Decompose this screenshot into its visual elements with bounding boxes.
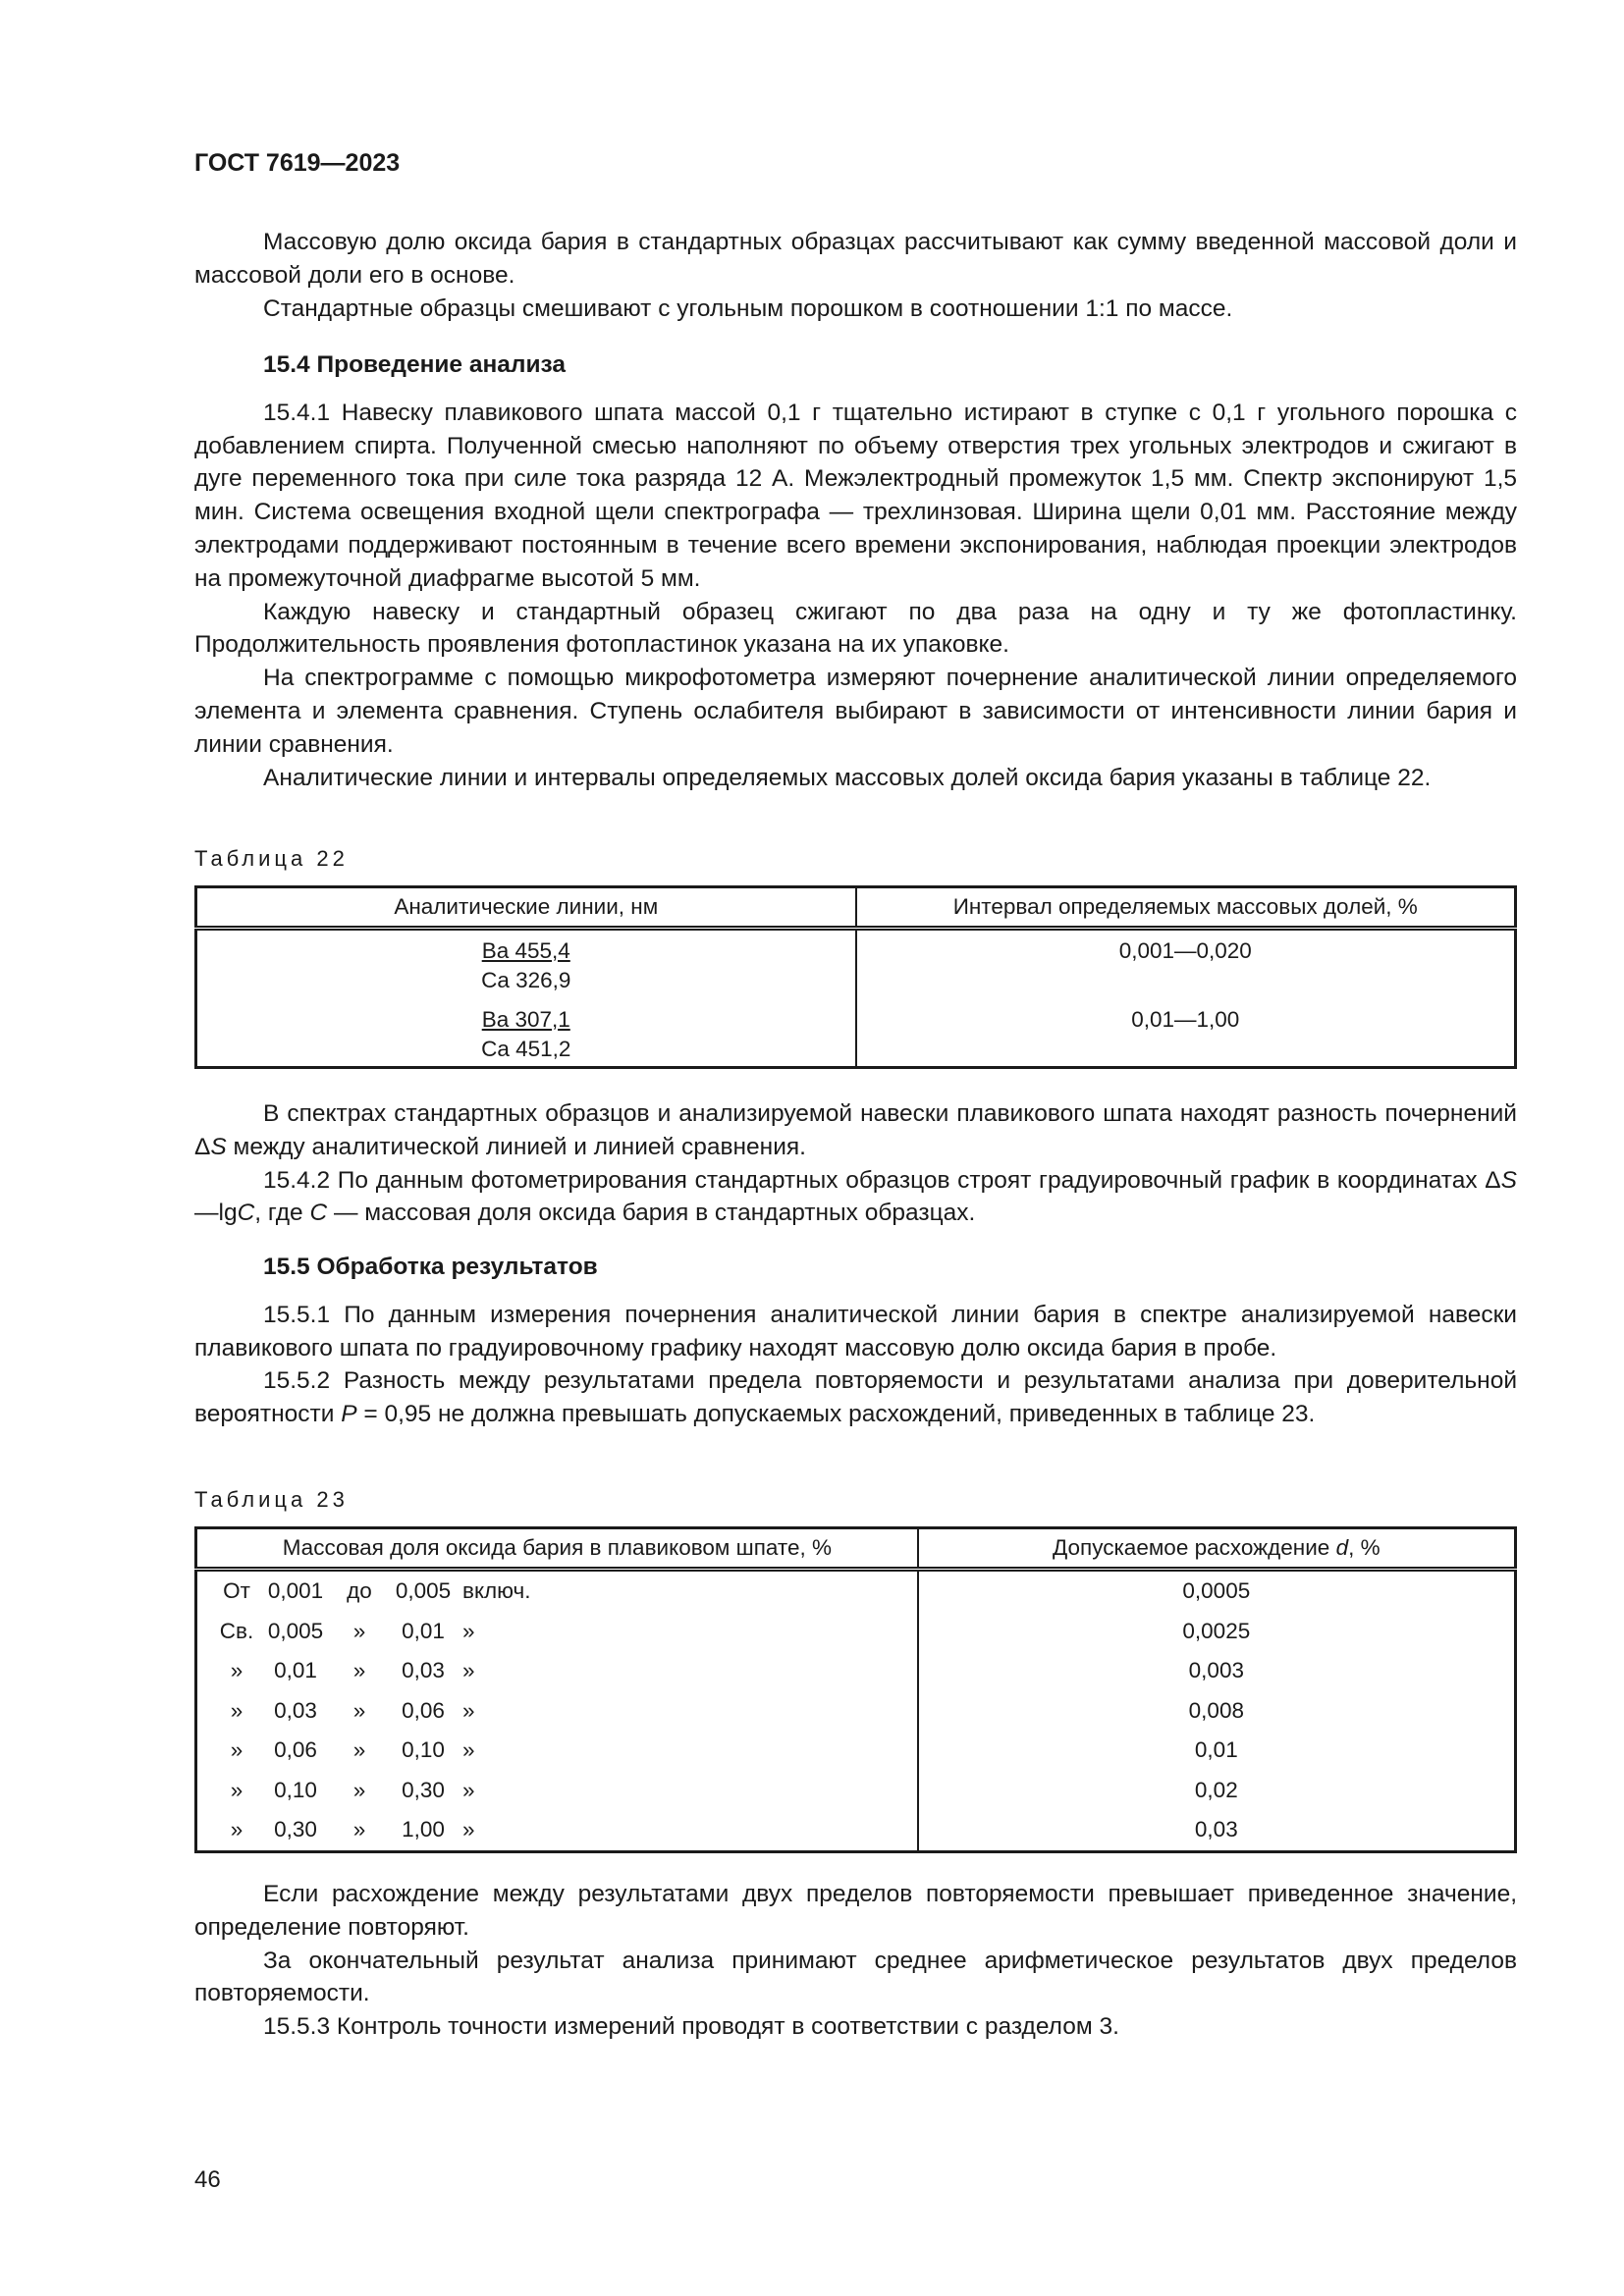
- range-part: 0,005: [267, 1618, 324, 1643]
- column-header: Аналитические линии, нм: [196, 887, 856, 929]
- tolerance-cell: 0,03: [918, 1810, 1516, 1851]
- reference-line: Ca 451,2: [481, 1037, 571, 1061]
- range-part: 0,30: [274, 1817, 317, 1842]
- column-header: Интервал определяемых массовых долей, %: [856, 887, 1516, 929]
- table-23-block: [194, 1487, 1517, 1853]
- table-row: [196, 1570, 1516, 1612]
- table-22: [194, 885, 1517, 1069]
- table-caption: Таблица 22: [194, 846, 349, 871]
- range-part: »: [462, 1777, 475, 1802]
- range-part: 0,01: [402, 1618, 445, 1643]
- paragraph: Каждую навеску и стандартный образец сжигают по два раза на одну и ту же фотопластинку. Продолжительность проявления фотопластинок указана на их упаковке.: [194, 598, 1517, 659]
- range-part: »: [230, 1697, 244, 1723]
- tolerance-cell: 0,01: [918, 1731, 1516, 1771]
- tolerance-cell: 0,0025: [918, 1612, 1516, 1652]
- range-part: 1,00: [402, 1817, 445, 1842]
- table-row: [196, 1651, 1516, 1691]
- column-header: Допускаемое расхождение d, %: [918, 1528, 1516, 1570]
- section-15-5: [194, 1251, 1517, 1431]
- range-part: »: [230, 1658, 244, 1682]
- range-part: »: [352, 1777, 366, 1802]
- range-part: Св.: [219, 1618, 254, 1643]
- table-row: [196, 995, 1516, 1068]
- range-part: 0,03: [402, 1658, 445, 1682]
- range-part: 0,03: [274, 1697, 317, 1723]
- paragraph: 15.5.2 Разность между результатами предела повторяемости и результатами анализа при доверительной вероятности P = 0,95 не должна превышать допускаемых расхождений, приведенных в таблице 23.: [194, 1367, 1517, 1428]
- paragraph: 15.5.3 Контроль точности измерений проводят в соответствии с разделом 3.: [263, 2013, 1119, 2041]
- tolerance-cell: 0,0005: [918, 1570, 1516, 1612]
- range-cell: [196, 1570, 918, 1612]
- paragraph: 15.4.2 По данным фотометрирования стандартных образцов строят градуировочный график в координатах ΔS—lgC, где C — массовая доля оксида бария в стандартных образцах.: [194, 1166, 1517, 1227]
- analytical-line: Ba 455,4: [481, 938, 570, 963]
- range-cell: [196, 1651, 918, 1691]
- range-part: »: [352, 1737, 366, 1762]
- range-part: »: [462, 1658, 475, 1682]
- section-15-4: [194, 348, 1517, 794]
- paragraph: Если расхождение между результатами двух пределов повторяемости превышает приведенное значение, определение повторяют.: [194, 1881, 1517, 1941]
- range-cell: [196, 1810, 918, 1851]
- range-part: »: [352, 1697, 366, 1723]
- range-part: 0,005: [395, 1578, 452, 1603]
- range-cell: [196, 1771, 918, 1811]
- paragraph: За окончательный результат анализа принимают среднее арифметическое результатов двух пределов повторяемости.: [194, 1947, 1517, 2007]
- section-heading: 15.5 Обработка результатов: [263, 1254, 598, 1280]
- range-part: »: [230, 1777, 244, 1802]
- table-row: [196, 1691, 1516, 1732]
- range-part: »: [230, 1817, 244, 1842]
- range-part: »: [352, 1658, 366, 1682]
- range-cell: 0,001—0,020: [856, 929, 1516, 996]
- reference-line: Ca 326,9: [481, 968, 571, 992]
- tolerance-cell: 0,02: [918, 1771, 1516, 1811]
- page-number: 46: [194, 2166, 221, 2193]
- paragraph: Аналитические линии и интервалы определяемых массовых долей оксида бария указаны в таблице 22.: [263, 764, 1432, 791]
- range-part: 0,10: [402, 1737, 445, 1762]
- table-row: [196, 1771, 1516, 1811]
- range-cell: [196, 1612, 918, 1652]
- table-row: [196, 929, 1516, 996]
- range-part: »: [462, 1817, 475, 1842]
- table-row: [196, 1810, 1516, 1851]
- section-intro: [194, 226, 1517, 325]
- document-header: ГОСТ 7619—2023: [194, 149, 401, 177]
- range-part: 0,30: [402, 1777, 445, 1802]
- range-part: От: [223, 1578, 250, 1603]
- range-part: »: [462, 1618, 475, 1643]
- range-part: 0,10: [274, 1777, 317, 1802]
- section-final: [194, 1878, 1517, 2044]
- paragraph: Массовую долю оксида бария в стандартных образцах рассчитывают как сумму введенной массовой доли и массовой доли его в основе.: [194, 229, 1517, 289]
- table-row: [196, 1612, 1516, 1652]
- paragraph: Стандартные образцы смешивают с угольным порошком в соотношении 1:1 по массе.: [263, 294, 1233, 322]
- range-part: 0,001: [267, 1578, 324, 1603]
- range-part: 0,06: [402, 1697, 445, 1723]
- column-header: Массовая доля оксида бария в плавиковом шпате, %: [196, 1528, 918, 1570]
- paragraph: В спектрах стандартных образцов и анализируемой навески плавикового шпата находят разность почернений ΔS между аналитической линией и линией сравнения.: [194, 1100, 1517, 1160]
- range-part: »: [352, 1817, 366, 1842]
- range-part: до: [347, 1578, 372, 1603]
- paragraph: 15.5.1 По данным измерения почернения аналитической линии бария в спектре анализируемой навески плавикового шпата по градуировочному графику находят массовую долю оксида бария в пробе.: [194, 1301, 1517, 1362]
- range-part: включ.: [462, 1578, 531, 1603]
- section-after-table-22: [194, 1097, 1517, 1230]
- range-part: »: [462, 1697, 475, 1723]
- range-cell: 0,01—1,00: [856, 995, 1516, 1068]
- paragraph: 15.4.1 Навеску плавикового шпата массой 0,1 г тщательно истирают в ступке с 0,1 г угольного порошка с добавлением спирта. Полученной смесью наполняют по объему отверстия трех угольных электродов и сжигают в дуге переменного тока при силе тока разряда 12 А. Межэлектродный промежуток 1,5 мм. Спектр экспонируют 1,5 мин. Система освещения входной щели спектрографа — трехлинзовая. Ширина щели 0,01 мм. Расстояние между электродами поддерживают постоянным в течение всего времени экспонирования, наблюдая проекции электродов на промежуточной диафрагме высотой 5 мм.: [194, 399, 1517, 592]
- table-23: [194, 1526, 1517, 1853]
- range-part: »: [462, 1737, 475, 1762]
- range-part: »: [352, 1618, 366, 1643]
- range-part: 0,06: [274, 1737, 317, 1762]
- range-cell: [196, 1691, 918, 1732]
- analytical-line: Ba 307,1: [481, 1007, 570, 1032]
- table-caption: Таблица 23: [194, 1487, 349, 1512]
- paragraph: На спектрограмме с помощью микрофотометра измеряют почернение аналитической линии определяемого элемента и элемента сравнения. Ступень ослабителя выбирают в зависимости от интенсивности линии бария и линии сравнения.: [194, 665, 1517, 758]
- tolerance-cell: 0,008: [918, 1691, 1516, 1732]
- table-row: [196, 1731, 1516, 1771]
- section-heading: 15.4 Проведение анализа: [263, 351, 567, 378]
- range-part: »: [230, 1737, 244, 1762]
- tolerance-cell: 0,003: [918, 1651, 1516, 1691]
- range-part: 0,01: [274, 1658, 317, 1682]
- range-cell: [196, 1731, 918, 1771]
- table-22-block: [194, 846, 1517, 1069]
